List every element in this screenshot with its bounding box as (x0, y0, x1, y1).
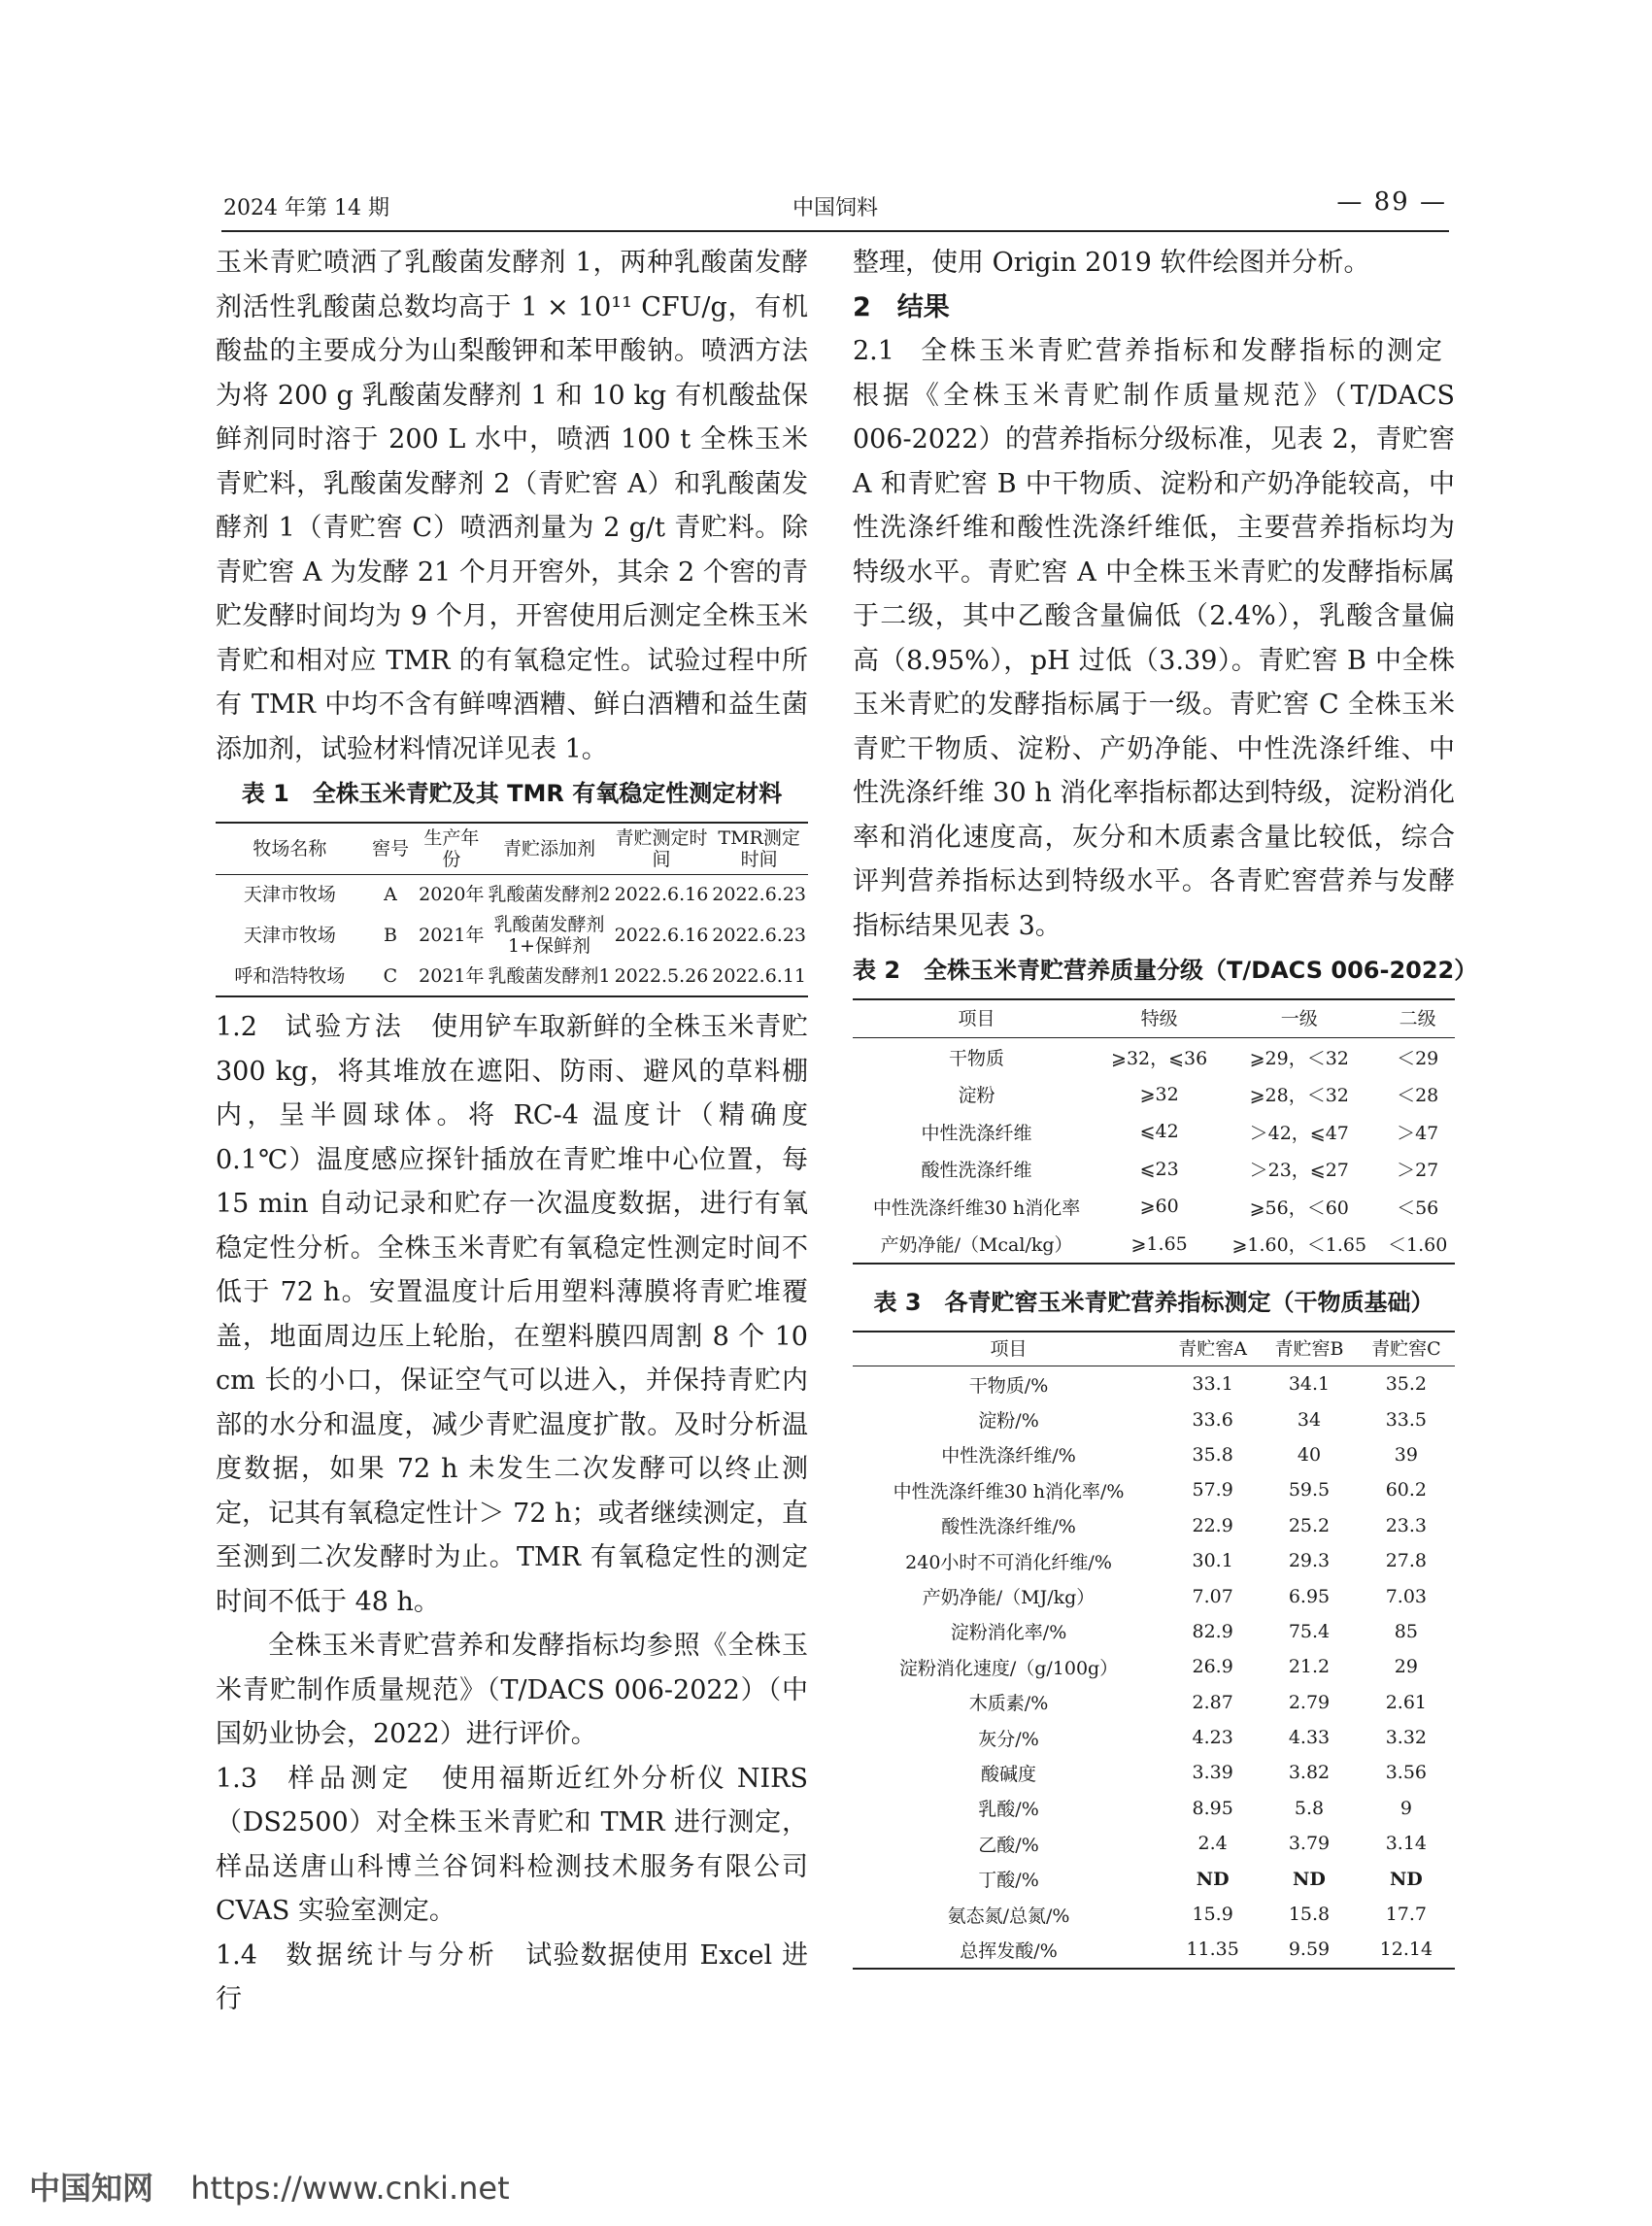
table-row (853, 1226, 1455, 1265)
table-cell: 乳酸菌发酵剂2 (488, 884, 611, 905)
table-cell: 木质素/% (968, 1693, 1049, 1715)
table-header-cell: 青贮窖A (1178, 1338, 1248, 1360)
table-cell: 82.9 (1192, 1620, 1233, 1642)
table-header-cell: 二级 (1399, 1008, 1436, 1029)
section-title: 全株玉米青贮营养指标和发酵指标的测定 (920, 336, 1445, 366)
table-cell: 35.2 (1385, 1373, 1428, 1396)
table-cell: 30.1 (1192, 1550, 1233, 1572)
table-cell: ⩾29，＜32 (1249, 1047, 1349, 1069)
table-cell: 干物质/% (968, 1374, 1049, 1397)
table-cell: ＞23，⩽27 (1249, 1160, 1349, 1182)
table-cell: ＜28 (1397, 1085, 1439, 1107)
table-cell: 3.14 (1385, 1833, 1428, 1855)
table-header-cell: 青贮窖C (1371, 1338, 1441, 1360)
table-header-cell: 项目 (958, 1008, 995, 1029)
table-header-row (853, 1332, 1455, 1366)
table-cell: 15.9 (1192, 1904, 1233, 1926)
table2-caption: 表 2 全株玉米青贮营养质量分级（T/DACS 006-2022） (853, 957, 1478, 984)
table-cell: 2021年 (419, 965, 485, 987)
table-row (853, 1861, 1455, 1896)
table-row (853, 1401, 1455, 1436)
journal-name: 中国饲料 (792, 196, 878, 220)
table-cell: 2022.6.23 (712, 925, 806, 946)
table-cell: ＜1.60 (1388, 1234, 1448, 1257)
table-cell: 39 (1394, 1443, 1418, 1466)
paragraph-continued: 整理，使用 Origin 2019 软件绘图并分析。 (853, 248, 1370, 278)
page-number: — 89 — (1336, 187, 1447, 217)
paragraph-evaluation: 全株玉米青贮营养和发酵指标均参照《全株玉米青贮制作质量规范》（T/DACS 006-2022）（中国奶业协会，2022）进行评价。 (216, 1631, 808, 1749)
table-cell: 21.2 (1288, 1656, 1331, 1678)
table1-caption: 表 1 全株玉米青贮及其 TMR 有氧稳定性测定材料 (241, 780, 783, 807)
table-cell: 22.9 (1192, 1514, 1233, 1536)
table-cell: 29.3 (1288, 1550, 1331, 1572)
table2 (853, 998, 1455, 1265)
table-cell: 2021年 (419, 925, 485, 946)
table-header-row (216, 823, 808, 875)
section-number: 2.1 (853, 336, 921, 366)
table-cell: 乳酸/% (978, 1799, 1039, 1821)
paragraph-sample-determination (216, 1757, 808, 1934)
table-row (853, 1826, 1455, 1861)
table-cell: 6.95 (1288, 1585, 1331, 1607)
table-row (853, 1685, 1455, 1720)
table-row (853, 1649, 1455, 1684)
table-cell: 12.14 (1379, 1939, 1433, 1961)
table-cell: 34 (1297, 1408, 1322, 1431)
table-cell: ⩾56，＜60 (1249, 1197, 1349, 1219)
table-cell: ⩾32，⩽36 (1111, 1047, 1208, 1069)
section-title: 数据统计与分析 (286, 1939, 499, 1971)
table-cell: 11.35 (1186, 1939, 1239, 1961)
table-cell: 5.8 (1294, 1797, 1325, 1819)
table-cell: 乳酸菌发酵剂1+保鲜剂 (493, 914, 605, 957)
table-cell: 4.33 (1288, 1727, 1331, 1749)
paragraph-test-method (216, 1005, 808, 1624)
table-cell: 2.87 (1192, 1691, 1233, 1713)
table-cell: 2022.5.26 (614, 965, 709, 987)
table-row (216, 875, 808, 915)
table-header-cell: 青贮窖B (1274, 1338, 1344, 1360)
table-cell: 85 (1394, 1620, 1418, 1642)
table-header-cell: 项目 (990, 1338, 1028, 1360)
table-cell: 酸碱度 (981, 1763, 1037, 1785)
table-cell: 240小时不可消化纤维/% (905, 1551, 1112, 1573)
section-text: 使用铲车取新鲜的全株玉米青贮 300 kg，将其堆放在遮阳、防雨、避风的草料棚内，呈半圆球体。将 RC-4 温度计（精确度 0.1℃）温度感应探针插放在青贮堆中心位置，每 15 min 自动记录和贮存一次温度数据，进行有氧稳定性分析。全株玉米青贮有氧稳定性测定时间不低于 72 h。安置温度计后用塑料薄膜将青贮堆覆盖，地面周边压上轮胎，在塑料膜四周割 8 个 10 cm 长的小口，保证空气可以进入，并保持青贮内部的水分和温度，减少青贮温度扩散。及时分析温度数据，如果 72 h 未发生二次发酵可以终止测定，记其有氧稳定性计＞ 72 h；或者继续测定，直至测到二次发酵时为止。TMR 有氧稳定性的测定时间不低于 48 h。 (216, 1012, 809, 1617)
table-header-cell: 牧场名称 (253, 838, 327, 860)
table-cell: 3.79 (1288, 1833, 1331, 1855)
section-number: 1.2 (216, 1012, 286, 1042)
table-header-cell: 生产年份 (423, 827, 480, 870)
table-cell: ⩾28，＜32 (1249, 1085, 1349, 1107)
table-cell: 2022.6.16 (614, 925, 709, 946)
cnki-footer (29, 2164, 510, 2209)
table-cell: 丁酸/% (978, 1870, 1039, 1892)
table-cell: 天津市牧场 (243, 925, 336, 946)
table-cell: ＜29 (1397, 1047, 1439, 1069)
table-cell: ⩽23 (1139, 1158, 1179, 1180)
table-row (853, 1188, 1455, 1226)
table3 (853, 1331, 1455, 1970)
table-row (216, 914, 808, 957)
table-cell: 27.8 (1385, 1550, 1428, 1572)
table-cell: 4.23 (1192, 1727, 1233, 1749)
table-row (853, 1076, 1455, 1114)
table-cell: 酸性洗涤纤维/% (941, 1516, 1076, 1538)
table-cell: 氨态氮/总氮/% (947, 1905, 1070, 1927)
table-cell: 8.95 (1192, 1797, 1233, 1819)
table-cell: 淀粉 (958, 1085, 995, 1107)
table-cell: 2022.6.16 (614, 884, 709, 905)
table-cell: 总挥发酸/% (960, 1939, 1058, 1962)
table-cell: 3.32 (1385, 1727, 1428, 1749)
table-header-cell: 青贮添加剂 (503, 838, 596, 860)
table-cell: 29 (1394, 1656, 1418, 1678)
table-cell: A (384, 884, 397, 905)
table-header-cell: 特级 (1140, 1008, 1178, 1029)
table-cell: 中性洗涤纤维 (921, 1122, 1032, 1144)
table-cell: 2022.6.11 (712, 965, 806, 987)
table-cell: 75.4 (1288, 1620, 1331, 1642)
table-cell: 40 (1297, 1443, 1322, 1466)
table-cell: ND (1196, 1868, 1230, 1890)
table-cell: ＞27 (1397, 1160, 1439, 1182)
paragraph-additives: 玉米青贮喷洒了乳酸菌发酵剂 1，两种乳酸菌发酵剂活性乳酸菌总数均高于 1 × 10¹¹ CFU/g，有机酸盐的主要成分为山梨酸钾和苯甲酸钠。喷洒方法为将 200 g 乳酸菌发酵剂 1 和 10 kg 有机酸盐保鲜剂同时溶于 200 L 水中，喷洒 100 t 全株玉米青贮料，乳酸菌发酵剂 2（青贮窖 A）和乳酸菌发酵剂 1（青贮窖 C）喷洒剂量为 2 g/t 青贮料。除青贮窖 A 为发酵 21 个月开窖外，其余 2 个窖的青贮发酵时间均为 9 个月，开窖使用后测定全株玉米青贮和相对应 TMR 的有氧稳定性。试验过程中所有 TMR 中均不含有鲜啤酒糟、鲜白酒糟和益生菌添加剂，试验材料情况详见表 1。 (216, 248, 808, 764)
table-cell: ND (1293, 1868, 1326, 1890)
table-cell: 灰分/% (978, 1728, 1039, 1750)
table-cell: 乳酸菌发酵剂1 (488, 965, 611, 987)
table-cell: 2.79 (1288, 1691, 1331, 1713)
table-cell: 15.8 (1288, 1904, 1331, 1926)
table-row (216, 957, 808, 996)
table-cell: ⩾1.60，＜1.65 (1231, 1234, 1367, 1257)
table-cell: 乙酸/% (978, 1834, 1039, 1856)
table-cell: 中性洗涤纤维30 h消化率/% (893, 1480, 1125, 1502)
table-cell: 33.6 (1192, 1408, 1233, 1431)
table-cell: 3.56 (1385, 1762, 1428, 1784)
section-title: 试验方法 (285, 1012, 405, 1042)
table-row (853, 1508, 1455, 1543)
table-cell: 35.8 (1192, 1443, 1233, 1466)
table-cell: 呼和浩特牧场 (234, 965, 346, 987)
table-cell: 23.3 (1385, 1514, 1428, 1536)
table-cell: ⩾32 (1139, 1083, 1179, 1105)
table-cell: 9.59 (1288, 1939, 1331, 1961)
table-cell: 7.07 (1192, 1585, 1233, 1607)
table-cell: 天津市牧场 (243, 884, 336, 905)
table-cell: ⩽42 (1139, 1121, 1179, 1143)
table-cell: C (383, 965, 398, 987)
table-cell: ⩾60 (1139, 1196, 1179, 1218)
table-cell: 中性洗涤纤维/% (941, 1445, 1076, 1467)
section-number: 1.3 (216, 1763, 288, 1794)
table3-caption: 表 3 各青贮窖玉米青贮营养指标测定（干物质基础） (873, 1289, 1434, 1316)
table-header-cell: 青贮测定时间 (615, 827, 708, 870)
table-row (853, 1366, 1455, 1402)
table-cell: ＞42，⩽47 (1249, 1122, 1349, 1144)
table-cell: 产奶净能/（Mcal/kg） (880, 1234, 1073, 1257)
table-cell: 17.7 (1385, 1904, 1428, 1926)
table-cell: 26.9 (1192, 1656, 1233, 1678)
section-number: 1.4 (216, 1939, 287, 1971)
table-cell: ND (1389, 1868, 1423, 1890)
table-cell: ⩾1.65 (1130, 1232, 1188, 1255)
table-cell: 7.03 (1385, 1585, 1428, 1607)
table-cell: 9 (1399, 1797, 1412, 1819)
table-cell: 33.1 (1192, 1373, 1233, 1396)
table-cell: 59.5 (1288, 1479, 1331, 1501)
table-row (853, 1614, 1455, 1649)
table-row (853, 1472, 1455, 1507)
table-cell: 2.4 (1197, 1833, 1228, 1855)
table-row (853, 1038, 1455, 1076)
issue-label: 2024 年第 14 期 (223, 196, 389, 220)
paragraph-statistics (216, 1934, 808, 2022)
table-cell: 2022.6.23 (712, 884, 806, 905)
table-header-cell: 窖号 (371, 838, 409, 860)
table-row (853, 1437, 1455, 1472)
table-cell: 2020年 (419, 884, 485, 905)
table-cell: 60.2 (1385, 1479, 1428, 1501)
table-row (853, 1543, 1455, 1578)
table-row (853, 1113, 1455, 1151)
table-row (853, 1578, 1455, 1613)
table-cell: 淀粉消化速度/（g/100g） (898, 1657, 1119, 1679)
table-row (853, 1932, 1455, 1968)
table-cell: 25.2 (1288, 1514, 1331, 1536)
table-cell: 57.9 (1192, 1479, 1233, 1501)
table-cell: 33.5 (1385, 1408, 1428, 1431)
table1 (216, 822, 808, 997)
left-column (216, 241, 808, 2022)
section-heading-2-1 (853, 329, 1455, 374)
table-cell: 3.82 (1288, 1762, 1331, 1784)
cnki-logo: 中国知网 (29, 2170, 154, 2207)
table-cell: 酸性洗涤纤维 (921, 1160, 1032, 1182)
table-cell: 淀粉/% (978, 1410, 1039, 1433)
cnki-url[interactable]: https://www.cnki.net (190, 2170, 510, 2207)
table-cell: 产奶净能/（MJ/kg） (922, 1587, 1096, 1609)
table-row (853, 1791, 1455, 1826)
table-cell: 3.39 (1192, 1762, 1233, 1784)
section-text: 试验数据使用 Excel 进行 (216, 1939, 808, 2014)
table-header-cell: TMR测定时间 (718, 827, 800, 870)
table-row (853, 1151, 1455, 1189)
table-cell: B (383, 925, 397, 946)
table-cell: 34.1 (1288, 1373, 1331, 1396)
table-row (853, 1720, 1455, 1755)
table-cell: ＜56 (1397, 1197, 1439, 1219)
table-row (853, 1755, 1455, 1790)
section-title: 样品测定 (287, 1763, 414, 1794)
right-column (853, 241, 1478, 1970)
table-cell: 淀粉消化率/% (950, 1622, 1067, 1644)
table-cell: 中性洗涤纤维30 h消化率 (872, 1197, 1081, 1219)
table-cell: ＞47 (1397, 1122, 1439, 1144)
table-cell: 干物质 (949, 1047, 1005, 1069)
table-header-cell: 一级 (1280, 1008, 1318, 1029)
section-heading-results: 2 结果 (853, 291, 950, 322)
page-header (221, 187, 1449, 232)
section-text: 使用福斯近红外分析仪 NIRS（DS2500）对全株玉米青贮和 TMR 进行测定，样品送唐山科博兰谷饲料检测技术服务有限公司 CVAS 实验室测定。 (216, 1763, 808, 1926)
paragraph-results: 根据《全株玉米青贮制作质量规范》（T/DACS 006-2022）的营养指标分级标准，见表 2，青贮窖 A 和青贮窖 B 中干物质、淀粉和产奶净能较高，中性洗涤纤维和酸性洗涤纤维低，主要营养指标均为特级水平。青贮窖 A 中全株玉米青贮的发酵指标属于二级，其中乙酸含量偏低（2.4%），乳酸含量偏高（8.95%），pH 过低（3.39）。青贮窖 B 中全株玉米青贮的发酵指标属于一级。青贮窖 C 全株玉米青贮干物质、淀粉、产奶净能、中性洗涤纤维、中性洗涤纤维 30 h 消化率指标都达到特级，淀粉消化率和消化速度高，灰分和木质素含量比较低，综合评判营养指标达到特级水平。各青贮窖营养与发酵指标结果见表 3。 (853, 380, 1455, 941)
table-row (853, 1897, 1455, 1932)
table-header-row (853, 999, 1455, 1038)
table-cell: 2.61 (1385, 1691, 1428, 1713)
